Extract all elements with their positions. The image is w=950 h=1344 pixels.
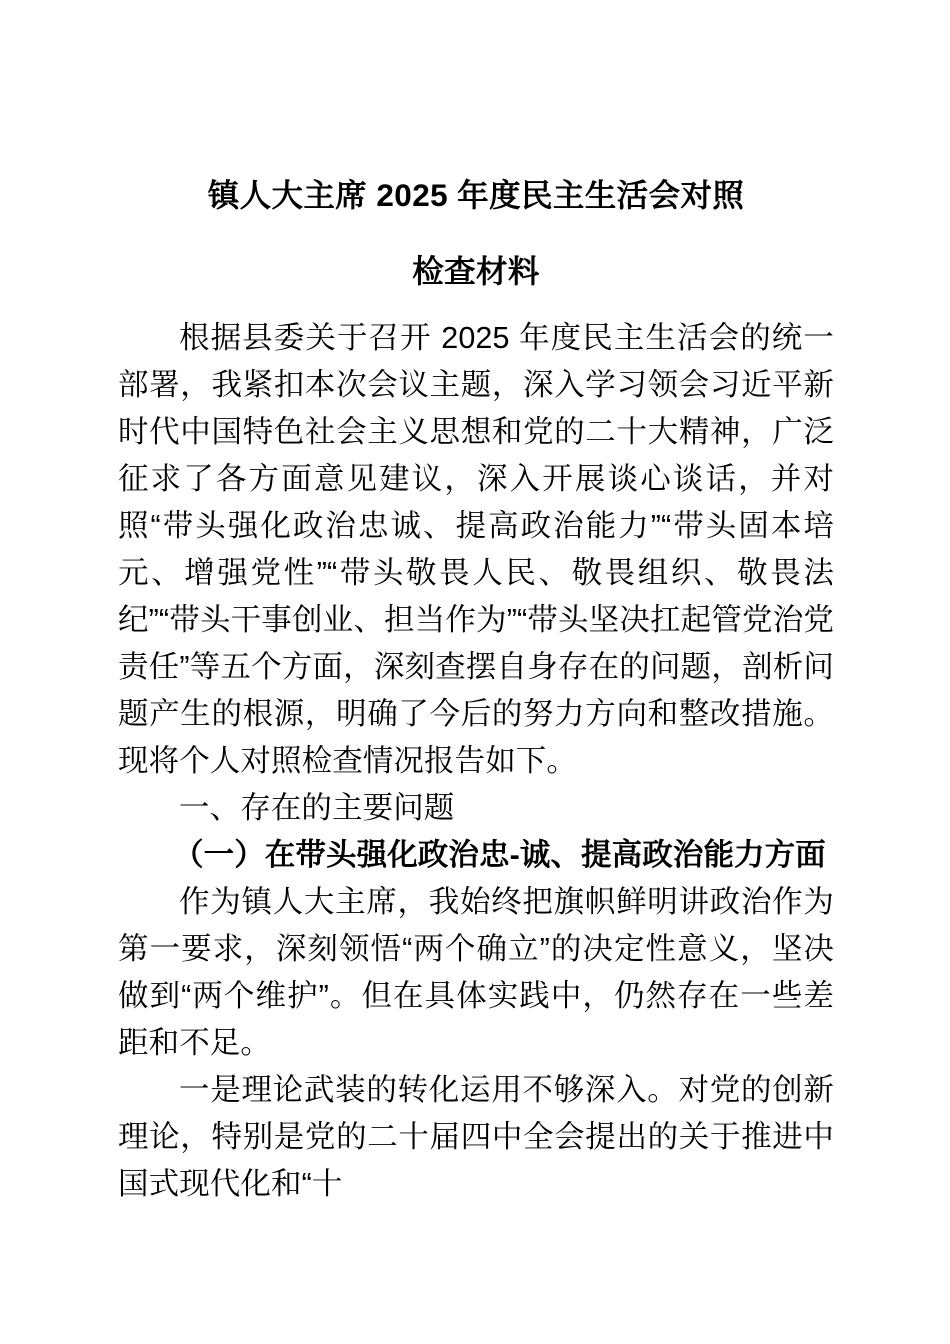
heading-section-one: 一、存在的主要问题 bbox=[179, 791, 455, 825]
document-title bbox=[118, 172, 834, 295]
paragraph-body-two: 一是理论武装的转化运用不够深入。对党的创新理论，特别是党的二十届四中全会提出的关于推进中国式现代化和“十 bbox=[118, 1073, 834, 1201]
paragraph-intro: 根据县委关于召开 2025 年度民主生活会的统一部署，我紧扣本次会议主题，深入学习领会习近平新时代中国特色社会主义思想和党的二十大精神，广泛征求了各方面意见建议，深入开展谈心谈话，并对照“带头强化政治忠诚、提高政治能力”“带头固本培元、增强党性”“带头敬畏人民、敬畏组织、敬畏法纪”“带头干事创业、担当作为”“带头坚决扛起管党治党责任”等五个方面，深刻查摆自身存在的问题，剖析问题产生的根源，明确了今后的努力方向和整改措施。现将个人对照检查情况报告如下。 bbox=[118, 321, 834, 778]
document-title-line-2: 检查材料 bbox=[412, 253, 540, 289]
document-title-line-1: 镇人大主席 2025 年度民主生活会对照 bbox=[207, 177, 745, 213]
document-content bbox=[118, 172, 834, 1208]
heading-subsection-one: （一）在带头强化政治忠-诚、提高政治能力方面 bbox=[173, 838, 826, 872]
paragraph-body-one: 作为镇人大主席，我始终把旗帜鲜明讲政治作为第一要求，深刻领悟“两个确立”的决定性意义，坚决做到“两个维护”。但在具体实践中，仍然存在一些差距和不足。 bbox=[118, 885, 834, 1060]
